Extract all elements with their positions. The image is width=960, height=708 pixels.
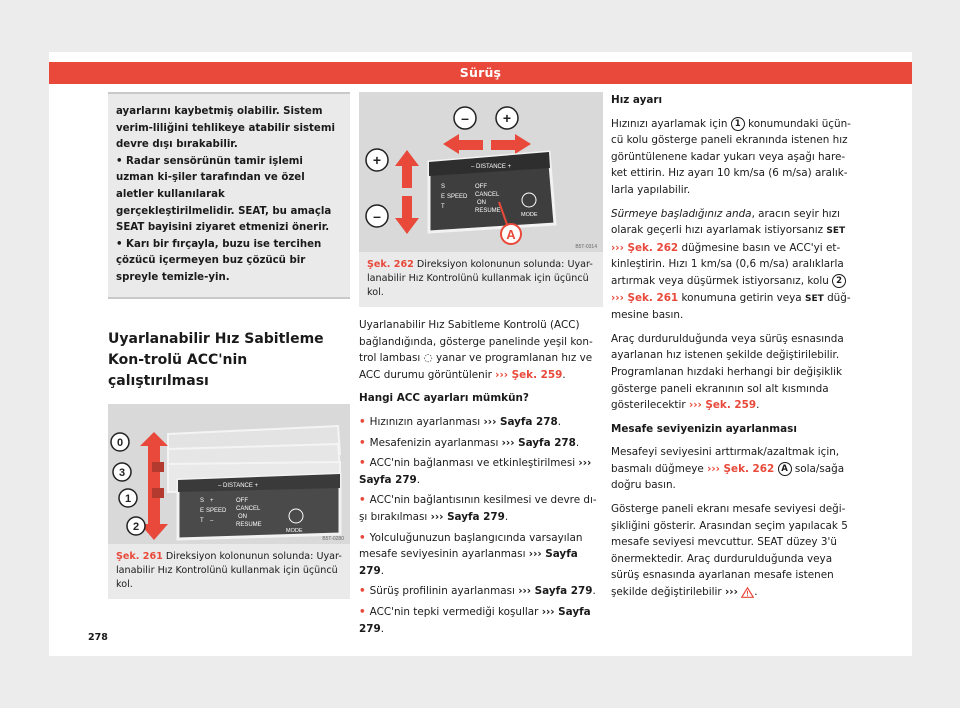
set-button-label-2: SET bbox=[804, 293, 824, 304]
bullet-text: Mesafenizin ayarlanması bbox=[369, 436, 502, 449]
fig262-distance: – DISTANCE + bbox=[471, 164, 512, 170]
lever-illustration-262 bbox=[359, 92, 603, 252]
fig262-code: B5T-0314 bbox=[575, 244, 597, 250]
bullet-text: ACC'nin bağlantısının kesilmesi ve devre dı-şı bırakılması bbox=[359, 494, 597, 523]
list-item: • Hızınızın ayarlanması ››› Sayfa 278. bbox=[359, 415, 562, 428]
fig262-top-plus: + bbox=[502, 110, 512, 126]
fig262-mode: MODE bbox=[521, 212, 538, 218]
fig261-label-2: 2 bbox=[132, 520, 140, 533]
fig262-left-minus: – bbox=[373, 208, 381, 224]
fig262-left-plus: + bbox=[372, 152, 382, 168]
p5-ref[interactable]: ››› bbox=[725, 586, 738, 599]
p1-text-b: konumundaki üçün-cü kolu gösterge paneli ekranında istenen hız görüntülenene kadar yukarı veya aşağı hare-ket ettirin. Hız ayarı 10 km/sa (6 m/sa) aralık-larla yapılabilir. bbox=[611, 117, 851, 196]
distance-setting-title: Mesafe seviyenizin ayarlanması bbox=[611, 422, 797, 435]
speed-paragraph-2 bbox=[611, 206, 861, 324]
figure-262 bbox=[359, 92, 603, 252]
acc-settings-title: Hangi ACC ayarları mümkün? bbox=[359, 392, 529, 405]
caption-261-ref[interactable]: Şek. 261 bbox=[116, 550, 163, 562]
fig261-code: B5T-0280 bbox=[322, 535, 344, 542]
bullet-text: Hızınızın ayarlanması bbox=[369, 415, 484, 428]
acc-intro: Uyarlanabilir Hız Sabitleme Kontrolü (ACC) bağlandığında, gösterge panelinde yeşil kon-trol lambası ◌ yanar ve programlanan hız ve ACC durumu görüntülenir ››› Şek. 259. bbox=[359, 319, 593, 381]
acc-lamp-icon: ◌ bbox=[423, 352, 433, 365]
p4-text-b: sola/sağa doğru basın. bbox=[611, 462, 845, 492]
fig261-e: E bbox=[200, 507, 205, 514]
caption-262-text: Direksiyon kolonunun solunda: Uyar-lanabilir Hız Kontrolünü kullanmak için üçüncü kol. bbox=[367, 259, 593, 298]
bullet-ref[interactable]: ››› Sayfa 279 bbox=[518, 585, 593, 598]
caption-262-ref[interactable]: Şek. 262 bbox=[367, 259, 414, 270]
fig262-speed: SPEED bbox=[447, 194, 468, 200]
fig261-s: S bbox=[200, 497, 205, 504]
speed-paragraph-1 bbox=[611, 116, 861, 199]
speed-paragraph-3: Araç durdurulduğunda veya sürüş esnasında ayarlanan hız istenen şekilde değiştirilebilir. Programlanan hızdaki herhangi bir değişiklik gösterge paneli ekranının sol alt kısmında gösterilecektir ››› Şek. 259. bbox=[611, 332, 844, 412]
fig261-t: T bbox=[200, 517, 204, 524]
bullet-text: ACC'nin bağlanması ve etkinleştirilmesi bbox=[369, 457, 579, 470]
caption-261 bbox=[108, 544, 350, 599]
fig261-label-0: 0 bbox=[116, 436, 124, 449]
warning-text-3: • Karı bir fırçayla, buzu ise tercihen çözücü içermeyen buz çözücü bir spreyle temizle-yin. bbox=[116, 238, 322, 283]
speed-setting-title: Hız ayarı bbox=[611, 94, 663, 106]
bullet-ref[interactable]: ››› Sayfa 278 bbox=[483, 415, 558, 428]
acc-intro-text: Uyarlanabilir Hız Sabitleme Kontrolü (ACC) bağlandığında, gösterge panelinde yeşil kon-trol lambası bbox=[359, 319, 593, 365]
fig261-distance: – DISTANCE + bbox=[218, 482, 259, 489]
p2-ref[interactable]: ››› Şek. 262 bbox=[611, 241, 679, 254]
p4-text-a: Mesafeyi seviyesini arttırmak/azaltmak için, basmalı düğmeye bbox=[611, 446, 840, 475]
fig262-top-minus: – bbox=[461, 110, 469, 126]
list-item: • ACC'nin bağlantısının kesilmesi ve devre dı-şı bırakılması ››› Sayfa 279. bbox=[359, 494, 597, 523]
list-item: • Yolculuğunuzun başlangıcında varsayılan mesafe seviyesinin ayarlanması ››› Sayfa 279. bbox=[359, 531, 583, 577]
fig262-resume: RESUME bbox=[475, 208, 501, 214]
caption-261-text: Direksiyon kolonunun solunda: Uyar-lanabilir Hız Kontrolünü kullanmak için üçüncü kol. bbox=[116, 550, 342, 590]
bullet-ref[interactable]: ››› Sayfa 279 bbox=[359, 457, 592, 486]
warning-text-2: • Radar sensörünün tamir işlemi uzman ki-şiler tarafından ve özel aletler kullanılarak gerçekleştirilmelidir. SEAT, bu amaçla SEAT bayisini ziyaret etmenizi önerir. bbox=[116, 155, 332, 234]
figure-261 bbox=[108, 404, 350, 544]
acc-intro-ref[interactable]: ››› Şek. 259 bbox=[495, 368, 563, 381]
bullet-ref[interactable]: ››› Sayfa 279 bbox=[359, 548, 578, 577]
p3-ref[interactable]: ››› Şek. 259 bbox=[688, 399, 757, 412]
fig262-s: S bbox=[441, 184, 446, 190]
p2-text-d: düğ-mesine basın. bbox=[611, 291, 851, 322]
p4-ref[interactable]: ››› Şek. 262 bbox=[707, 462, 775, 475]
fig261-on: ON bbox=[238, 513, 247, 520]
fig262-off: OFF bbox=[475, 184, 487, 190]
list-item: • Mesafenizin ayarlanması ››› Sayfa 278. bbox=[359, 436, 580, 449]
p2-italic: Sürmeye başladığınız anda bbox=[611, 207, 752, 220]
column-left bbox=[108, 92, 350, 599]
page-number: 278 bbox=[88, 632, 108, 643]
warning-box bbox=[108, 92, 350, 299]
label-a-badge: A bbox=[778, 462, 792, 476]
fig261-plus: + bbox=[210, 497, 214, 504]
list-item: • ACC'nin tepki vermediği koşullar ››› Sayfa 279. bbox=[359, 605, 591, 635]
fig261-label-3: 3 bbox=[118, 466, 126, 479]
position-1-badge: 1 bbox=[731, 117, 745, 131]
bullet-text: Yolculuğunuzun başlangıcında varsayılan mesafe seviyesinin ayarlanması bbox=[359, 531, 583, 561]
fig261-minus: – bbox=[210, 517, 214, 524]
bullet-text: ACC'nin tepki vermediği koşullar bbox=[369, 605, 542, 618]
p2-text-b: düğmesine basın ve ACC'yi et-kinleştirin. Hızı 1 km/sa (0,6 m/sa) aralıklarla artırmak veya düşürmek istiyorsanız, kolu bbox=[611, 241, 844, 287]
caption-262 bbox=[359, 252, 603, 307]
p2-text-a: , aracın seyir hızı olarak geçerli hızı ayarlamak istiyorsanız bbox=[611, 207, 840, 237]
distance-paragraph-1 bbox=[611, 444, 861, 494]
acc-intro-text-2: yanar ve programlanan hız ve ACC durumu görüntülenir bbox=[359, 352, 593, 381]
position-2-badge: 2 bbox=[832, 274, 846, 288]
warning-triangle-icon bbox=[741, 587, 754, 598]
warning-text-1: ayarlarını kaybetmiş olabilir. Sistem verim-liliğini tehlikeye atabilir sistemi devre dışı bırakabilir. bbox=[116, 106, 335, 151]
fig261-resume: RESUME bbox=[236, 521, 262, 528]
fig261-speed: SPEED bbox=[206, 507, 227, 514]
bullet-ref[interactable]: ››› Sayfa 279 bbox=[430, 510, 505, 523]
set-button-label: SET bbox=[826, 226, 846, 237]
bullet-ref[interactable]: ››› Sayfa 279 bbox=[359, 605, 591, 635]
fig262-t: T bbox=[441, 204, 445, 210]
fig262-cancel: CANCEL bbox=[475, 192, 500, 198]
column-right bbox=[611, 92, 861, 608]
column-middle bbox=[359, 92, 603, 641]
fig261-cancel: CANCEL bbox=[236, 505, 261, 512]
fig262-on: ON bbox=[477, 200, 486, 206]
fig262-label-a: A bbox=[506, 227, 516, 242]
p5-text: Gösterge paneli ekranı mesafe seviyesi deği-şikliğini gösterir. Arasından seçim yapılacak 5 mesafe seviyesi mevcuttur. SEAT düzey 3'ü önermektedir. Araç durdurulduğunda veya sürüş esnasında ayarlanan mesafe istenen şekilde değiştirilebilir bbox=[611, 503, 848, 599]
list-item: • ACC'nin bağlanması ve etkinleştirilmesi ››› Sayfa 279. bbox=[359, 457, 592, 486]
fig261-mode: MODE bbox=[286, 527, 303, 534]
fig261-label-1: 1 bbox=[124, 492, 132, 505]
fig261-off: OFF bbox=[236, 497, 248, 504]
p3-text: Araç durdurulduğunda veya sürüş esnasında ayarlanan hız istenen şekilde değiştirilebilir. Programlanan hızdaki herhangi bir değişiklik gösterge paneli ekranının sol alt kısmında gösterilecektir bbox=[611, 332, 844, 412]
p1-text-a: Hızınızı ayarlamak için bbox=[611, 117, 731, 130]
section-header: Sürüş bbox=[49, 62, 912, 84]
section-title: Uyarlanabilir Hız Sabitleme Kon-trolü ACC'nin çalıştırılması bbox=[108, 330, 324, 389]
p2-ref-2[interactable]: ››› Şek. 261 bbox=[611, 291, 679, 304]
p2-text-c: konumuna getirin veya bbox=[678, 291, 805, 304]
distance-paragraph-2: Gösterge paneli ekranı mesafe seviyesi deği-şikliğini gösterir. Arasından seçim yapılacak 5 mesafe seviyesi mevcuttur. SEAT düzey 3'ü önermektedir. Araç durdurulduğunda veya sürüş esnasında ayarlanan mesafe istenen şekilde değiştirilebilir ››› . bbox=[611, 503, 848, 599]
bullet-text: Sürüş profilinin ayarlanması bbox=[369, 585, 519, 598]
lever-illustration-261 bbox=[108, 404, 350, 544]
fig262-e: E bbox=[441, 194, 446, 200]
list-item: • Sürüş profilinin ayarlanması ››› Sayfa 279. bbox=[359, 585, 596, 598]
bullet-ref[interactable]: ››› Sayfa 278 bbox=[501, 436, 576, 449]
